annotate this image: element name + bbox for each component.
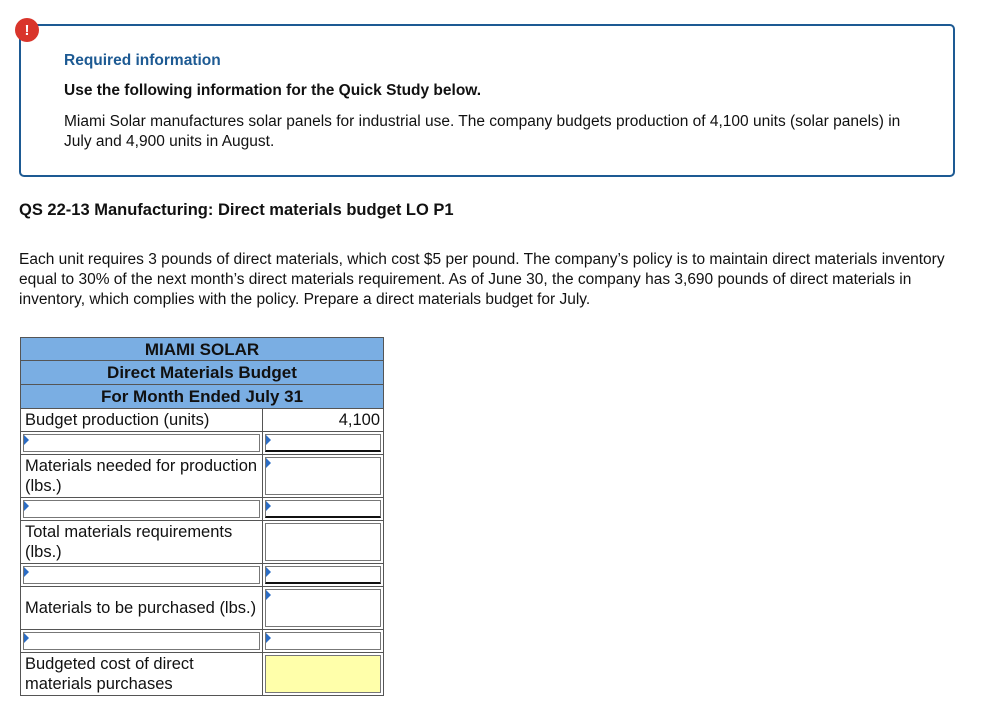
table-header-period: For Month Ended July 31: [20, 385, 384, 409]
required-info-text: Miami Solar manufactures solar panels for industrial use. The company budgets production of 4,100 units (solar panels) in July and 4,900 units in August.: [64, 113, 901, 150]
required-info-box: [19, 24, 955, 177]
total-requirements-label: Total materials requirements (lbs.): [21, 521, 263, 563]
table-row-input-3: [20, 564, 384, 587]
dropdown-marker-icon: [266, 633, 271, 643]
to-be-purchased-input[interactable]: [265, 589, 381, 627]
budgeted-cost-input[interactable]: [265, 655, 381, 693]
dropdown-marker-icon: [266, 458, 271, 468]
table-row-materials-needed: [20, 455, 384, 498]
row1-value-input[interactable]: [265, 434, 381, 452]
table-row-input-1: [20, 432, 384, 455]
row4-label-dropdown[interactable]: [23, 632, 260, 650]
dropdown-marker-icon: [24, 435, 29, 445]
budgeted-cost-label: Budgeted cost of direct materials purchases: [21, 653, 263, 695]
materials-needed-label: Materials needed for production (lbs.): [21, 455, 263, 497]
to-be-purchased-label: Materials to be purchased (lbs.): [21, 587, 263, 629]
dropdown-marker-icon: [266, 567, 271, 577]
total-requirements-input[interactable]: [265, 523, 381, 561]
table-header-title: Direct Materials Budget: [20, 361, 384, 385]
row2-label-dropdown[interactable]: [23, 500, 260, 518]
direct-materials-budget-table: [20, 337, 384, 696]
dropdown-marker-icon: [24, 567, 29, 577]
dropdown-marker-icon: [24, 633, 29, 643]
dropdown-marker-icon: [266, 590, 271, 600]
dropdown-marker-icon: [266, 435, 271, 445]
budget-production-value: 4,100: [338, 410, 380, 429]
table-row-budget-production: [20, 409, 384, 432]
required-info-subtitle: Use the following information for the Quick Study below.: [64, 82, 482, 99]
table-row-input-4: [20, 630, 384, 653]
row3-value-input[interactable]: [265, 566, 381, 584]
dropdown-marker-icon: [24, 501, 29, 511]
required-info-title: Required information: [64, 52, 221, 69]
budget-production-label: Budget production (units): [21, 409, 263, 431]
row1-label-dropdown[interactable]: [23, 434, 260, 452]
table-row-input-2: [20, 498, 384, 521]
row2-value-input[interactable]: [265, 500, 381, 518]
materials-needed-input[interactable]: [265, 457, 381, 495]
alert-icon: !: [15, 18, 39, 42]
table-row-total-requirements: [20, 521, 384, 564]
dropdown-marker-icon: [266, 501, 271, 511]
table-row-to-be-purchased: [20, 587, 384, 630]
row4-value-input[interactable]: [265, 632, 381, 650]
row3-label-dropdown[interactable]: [23, 566, 260, 584]
table-row-budgeted-cost: [20, 653, 384, 696]
table-header-company: MIAMI SOLAR: [20, 337, 384, 361]
question-text: Each unit requires 3 pounds of direct materials, which cost $5 per pound. The company’s policy is to maintain direct materials inventory equal to 30% of the next month’s direct materials requirement. As of June 30, the company has 3,690 pounds of direct materials in inventory, which complies with the policy. Prepare a direct materials budget for July.: [19, 251, 945, 308]
question-title: QS 22-13 Manufacturing: Direct materials budget LO P1: [19, 201, 454, 219]
